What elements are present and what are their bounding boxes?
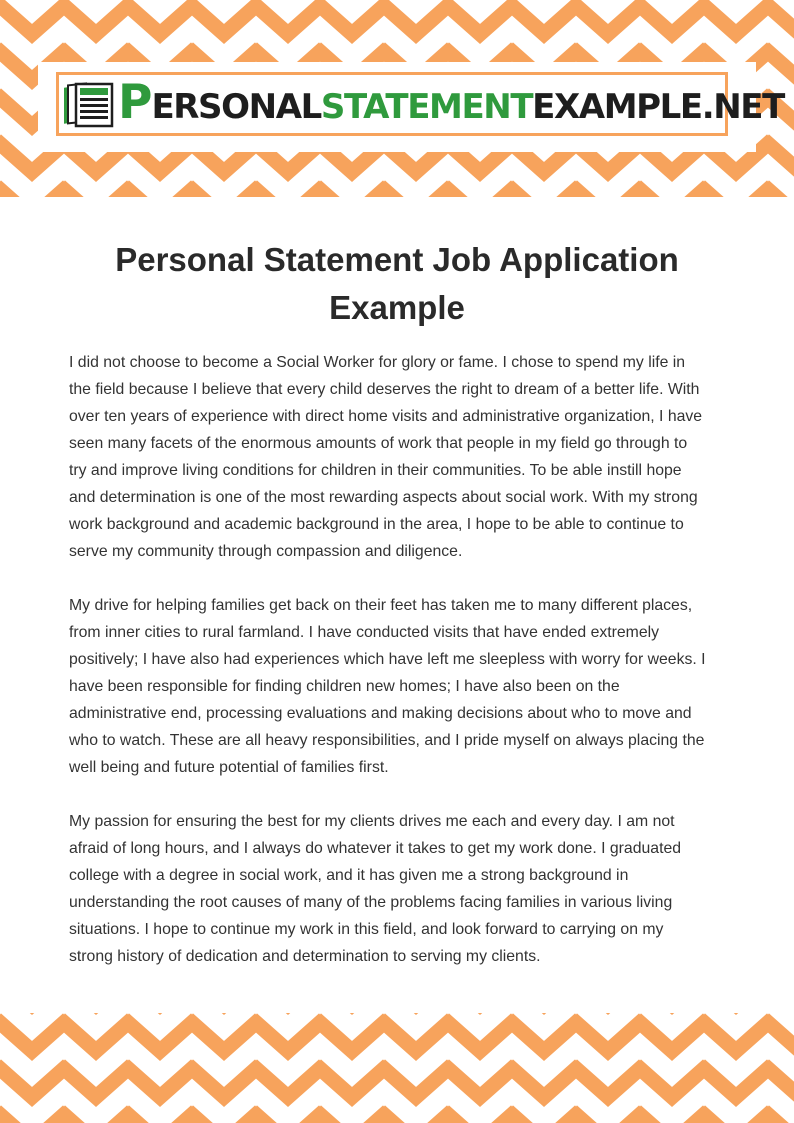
logo-letter-p: P bbox=[118, 75, 152, 130]
bottom-chevron-pattern bbox=[0, 1013, 794, 1123]
logo-word-statement: STATEMENT bbox=[320, 87, 533, 127]
site-logo[interactable] bbox=[118, 75, 784, 130]
logo-word-example: EXAMPLE.NET bbox=[532, 87, 784, 127]
paragraph-3: My passion for ensuring the best for my clients drives me each and every day. I am not afraid of long hours, and I always do whatever it takes to get my work done. I graduated college with a degree in social work, and it has given me a strong background in understanding the root causes of many of the problems facing families in various living situations. I hope to continue my work in this field, and look forward to carrying on my strong history of dedication and determination to serving my clients. bbox=[69, 813, 682, 965]
paragraph-2: My drive for helping families get back on their feet has taken me to many different places, from inner cities to rural farmland. I have conducted visits that have ended extremely positively; I have also had experiences which have left me sleepless with worry for weeks. I have been responsible for finding children new homes; I have also been on the administrative end, processing evaluations and making decisions about who to move and who to watch. These are all heavy responsibilities, and I pride myself on always placing the well being and future potential of families first. bbox=[69, 597, 706, 776]
document-stack-icon bbox=[62, 80, 118, 130]
paragraph-1: I did not choose to become a Social Worker for glory or fame. I chose to spend my life in the field because I believe that every child deserves the right to dream of a better life. With over ten years of experience with direct home visits and administrative organization, I have seen many facets of the enormous amounts of work that people in my field go through to try and improve living conditions for children in their communities. To be able instill hope and determination is one of the most rewarding aspects about social work. With my strong work background and academic background in the area, I hope to be able to continue to serve my community through compassion and diligence. bbox=[69, 354, 703, 560]
statement-body bbox=[69, 349, 729, 997]
page-title: Personal Statement Job Application Example bbox=[115, 241, 679, 326]
logo-word-personal: ERSONAL bbox=[151, 87, 321, 127]
